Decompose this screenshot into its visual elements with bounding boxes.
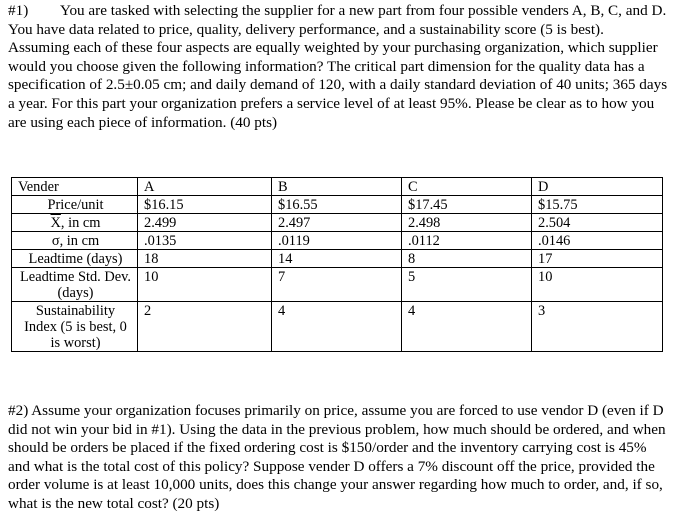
- table-cell: 18: [138, 250, 272, 268]
- table-row: [12, 232, 663, 250]
- table-cell: 14: [272, 250, 402, 268]
- row-label-price: Price/unit: [12, 196, 138, 214]
- table-cell: 2.497: [272, 214, 402, 232]
- table-cell: 17: [532, 250, 663, 268]
- row-label-sigma: σ, in cm: [12, 232, 138, 250]
- table-cell: 4: [272, 302, 402, 352]
- table-cell: $15.75: [532, 196, 663, 214]
- row-label-mean: [12, 214, 138, 232]
- header-vender-b: B: [272, 178, 402, 196]
- question-1-paragraph: [8, 2, 668, 132]
- table-cell: 2.499: [138, 214, 272, 232]
- table-row: [12, 250, 663, 268]
- row-label-leadtime: Leadtime (days): [12, 250, 138, 268]
- table-row: [12, 196, 663, 214]
- x-bar-symbol: $\overline{X}$: [50, 215, 61, 231]
- table-cell: 5: [402, 268, 532, 302]
- table-cell: 10: [532, 268, 663, 302]
- row-label-mean-unit: , in cm: [60, 215, 101, 231]
- header-vender-a: A: [138, 178, 272, 196]
- table-cell: .0135: [138, 232, 272, 250]
- table-row: [12, 268, 663, 302]
- table-row: [12, 214, 663, 232]
- table-cell: 2.498: [402, 214, 532, 232]
- table-cell: 2.504: [532, 214, 663, 232]
- row-label-sustainability: Sustainability Index (5 is best, 0 is worst): [12, 302, 138, 352]
- table-cell: .0146: [532, 232, 663, 250]
- table-cell: $16.15: [138, 196, 272, 214]
- question-1-text: You are tasked with selecting the supplier for a new part from four possible venders A, B, C, and D. You have data related to price, quality, delivery performance, and a sustainability score (5 is best). Assuming each of these four aspects are equally weighted by your purchasing organization, which supplier would you choose given the following information? The critical part dimension for the quality data has a specification of 2.5±0.05 cm; and daily demand of 120, with a daily standard deviation of 40 units; 365 days a year. For this part your organization prefers a service level of at least 95%. Please be clear as to how you are using each piece of information. (40 pts): [8, 2, 668, 131]
- table-cell: .0119: [272, 232, 402, 250]
- table-row: [12, 302, 663, 352]
- table-cell: 4: [402, 302, 532, 352]
- table-cell: .0112: [402, 232, 532, 250]
- table-cell: 3: [532, 302, 663, 352]
- table-cell: $16.55: [272, 196, 402, 214]
- header-vender: Vender: [12, 178, 138, 196]
- table-cell: 10: [138, 268, 272, 302]
- vender-comparison-table: [11, 177, 663, 352]
- table-cell: 7: [272, 268, 402, 302]
- question-1-number: #1): [8, 2, 29, 19]
- question-2-paragraph: #2) Assume your organization focuses primarily on price, assume you are forced to use vendor D (even if D did not win your bid in #1). Using the data in the previous problem, how much should be ordered, and when should be orders be placed if the fixed ordering cost is $150/order and the inventory carrying cost is 45% and what is the total cost of this policy? Suppose vender D offers a 7% discount off the price, provided the order volume is at least 10,000 units, does this change your answer regarding how much to order, and, if so, what is the new total cost? (20 pts): [8, 402, 666, 512]
- header-vender-d: D: [532, 178, 663, 196]
- table-cell: $17.45: [402, 196, 532, 214]
- header-vender-c: C: [402, 178, 532, 196]
- row-label-leadtime-std: Leadtime Std. Dev. (days): [12, 268, 138, 302]
- table-header-row: [12, 178, 663, 196]
- table-cell: 2: [138, 302, 272, 352]
- table-cell: 8: [402, 250, 532, 268]
